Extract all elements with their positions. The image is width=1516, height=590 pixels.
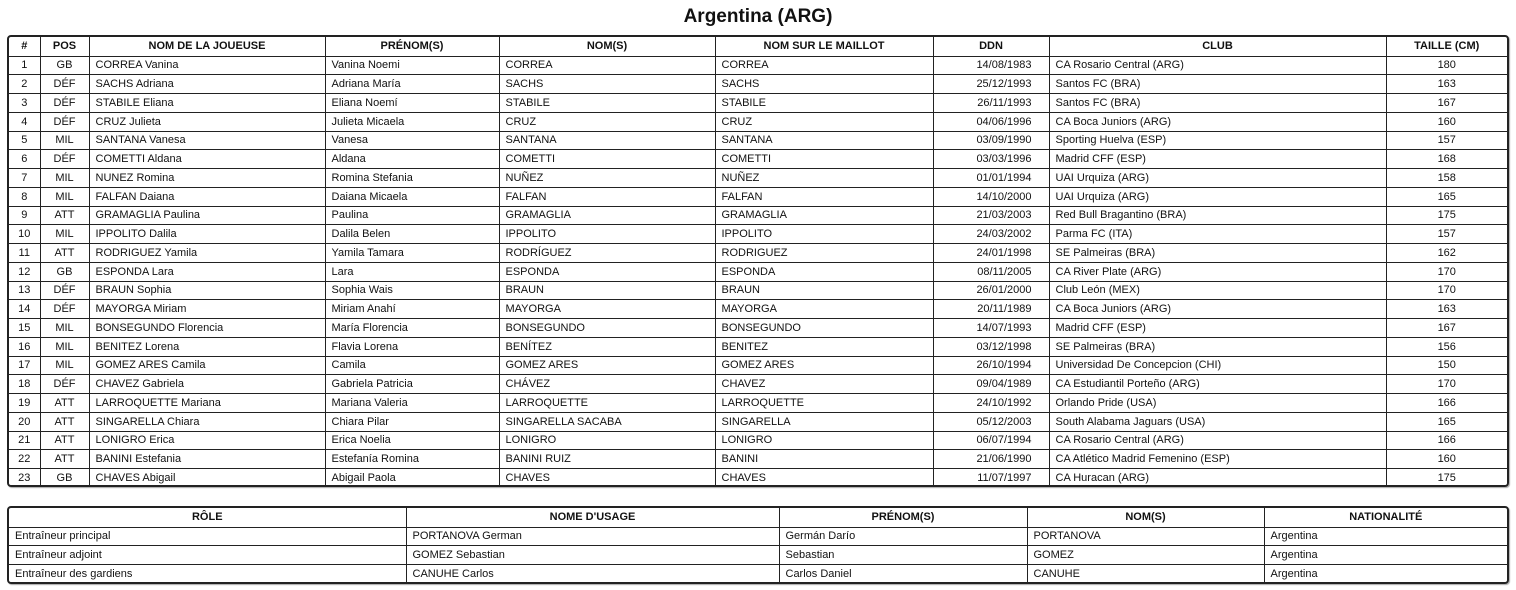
header-shirt-name: NOM SUR LE MAILLOT [715, 37, 933, 56]
player-row [9, 450, 1507, 469]
player-position: MIL [40, 337, 89, 356]
player-club: Red Bull Bragantino (BRA) [1049, 206, 1386, 225]
player-height: 150 [1386, 356, 1507, 375]
player-name: BANINI Estefania [89, 450, 325, 469]
player-height: 166 [1386, 394, 1507, 413]
player-dob: 05/12/2003 [933, 412, 1049, 431]
player-name: CRUZ Julieta [89, 112, 325, 131]
player-club: CA Rosario Central (ARG) [1049, 431, 1386, 450]
player-shirt-name: BRAUN [715, 281, 933, 300]
staff-usage-name: PORTANOVA German [406, 527, 779, 546]
player-name: MAYORGA Miriam [89, 300, 325, 319]
player-last-names: BENÍTEZ [499, 337, 715, 356]
player-height: 168 [1386, 150, 1507, 169]
player-first-names: Eliana Noemí [325, 94, 499, 113]
staff-row [9, 564, 1507, 583]
player-row [9, 262, 1507, 281]
player-height: 167 [1386, 94, 1507, 113]
player-club: CA Atlético Madrid Femenino (ESP) [1049, 450, 1386, 469]
player-position: DÉF [40, 75, 89, 94]
player-dob: 25/12/1993 [933, 75, 1049, 94]
player-number: 12 [9, 262, 40, 281]
player-number: 22 [9, 450, 40, 469]
header-nationality: NATIONALITÉ [1264, 508, 1507, 527]
player-position: ATT [40, 206, 89, 225]
player-name: SINGARELLA Chiara [89, 412, 325, 431]
player-last-names: LONIGRO [499, 431, 715, 450]
player-name: GRAMAGLIA Paulina [89, 206, 325, 225]
player-last-names: CHÁVEZ [499, 375, 715, 394]
staff-header-row [9, 508, 1507, 527]
player-position: DÉF [40, 112, 89, 131]
players-header-row [9, 37, 1507, 56]
player-first-names: Lara [325, 262, 499, 281]
player-row [9, 150, 1507, 169]
player-first-names: Yamila Tamara [325, 244, 499, 263]
player-last-names: CRUZ [499, 112, 715, 131]
player-position: DÉF [40, 300, 89, 319]
player-row [9, 375, 1507, 394]
player-shirt-name: GRAMAGLIA [715, 206, 933, 225]
player-dob: 01/01/1994 [933, 169, 1049, 188]
player-row [9, 337, 1507, 356]
player-height: 170 [1386, 262, 1507, 281]
player-club: CA Boca Juniors (ARG) [1049, 300, 1386, 319]
player-number: 11 [9, 244, 40, 263]
player-position: DÉF [40, 150, 89, 169]
player-number: 3 [9, 94, 40, 113]
player-shirt-name: ESPONDA [715, 262, 933, 281]
player-club: Universidad De Concepcion (CHI) [1049, 356, 1386, 375]
player-shirt-name: RODRIGUEZ [715, 244, 933, 263]
player-club: Club León (MEX) [1049, 281, 1386, 300]
header-dob: DDN [933, 37, 1049, 56]
header-usage-name: NOME D'USAGE [406, 508, 779, 527]
player-club: Madrid CFF (ESP) [1049, 319, 1386, 338]
player-position: ATT [40, 431, 89, 450]
player-number: 19 [9, 394, 40, 413]
header-club: CLUB [1049, 37, 1386, 56]
header-number: # [9, 37, 40, 56]
player-height: 160 [1386, 450, 1507, 469]
player-last-names: MAYORGA [499, 300, 715, 319]
player-shirt-name: FALFAN [715, 187, 933, 206]
player-name: SACHS Adriana [89, 75, 325, 94]
players-table [9, 37, 1507, 487]
player-last-names: RODRÍGUEZ [499, 244, 715, 263]
player-row [9, 394, 1507, 413]
player-number: 5 [9, 131, 40, 150]
player-shirt-name: GOMEZ ARES [715, 356, 933, 375]
player-dob: 14/08/1983 [933, 56, 1049, 75]
header-staff-first-names: PRÉNOM(S) [779, 508, 1027, 527]
player-row [9, 169, 1507, 188]
header-player-name: NOM DE LA JOUEUSE [89, 37, 325, 56]
player-dob: 11/07/1997 [933, 469, 1049, 488]
player-row [9, 356, 1507, 375]
player-shirt-name: SANTANA [715, 131, 933, 150]
player-number: 13 [9, 281, 40, 300]
player-height: 165 [1386, 412, 1507, 431]
player-shirt-name: COMETTI [715, 150, 933, 169]
player-first-names: Erica Noelia [325, 431, 499, 450]
player-last-names: SACHS [499, 75, 715, 94]
player-number: 10 [9, 225, 40, 244]
player-shirt-name: BANINI [715, 450, 933, 469]
player-first-names: Abigail Paola [325, 469, 499, 488]
player-dob: 24/03/2002 [933, 225, 1049, 244]
player-position: ATT [40, 244, 89, 263]
player-height: 157 [1386, 225, 1507, 244]
player-first-names: Romina Stefania [325, 169, 499, 188]
player-name: GOMEZ ARES Camila [89, 356, 325, 375]
player-shirt-name: SINGARELLA [715, 412, 933, 431]
player-first-names: Camila [325, 356, 499, 375]
player-shirt-name: LARROQUETTE [715, 394, 933, 413]
player-height: 166 [1386, 431, 1507, 450]
staff-nationality: Argentina [1264, 527, 1507, 546]
staff-row [9, 527, 1507, 546]
player-position: ATT [40, 412, 89, 431]
player-club: Santos FC (BRA) [1049, 94, 1386, 113]
player-dob: 04/06/1996 [933, 112, 1049, 131]
player-name: BENITEZ Lorena [89, 337, 325, 356]
player-shirt-name: BENITEZ [715, 337, 933, 356]
player-name: SANTANA Vanesa [89, 131, 325, 150]
player-height: 175 [1386, 469, 1507, 488]
player-shirt-name: STABILE [715, 94, 933, 113]
player-position: DÉF [40, 375, 89, 394]
player-height: 170 [1386, 281, 1507, 300]
player-number: 20 [9, 412, 40, 431]
player-first-names: Miriam Anahí [325, 300, 499, 319]
player-number: 21 [9, 431, 40, 450]
player-number: 16 [9, 337, 40, 356]
player-row [9, 225, 1507, 244]
player-first-names: María Florencia [325, 319, 499, 338]
header-first-names: PRÉNOM(S) [325, 37, 499, 56]
player-position: GB [40, 469, 89, 488]
player-shirt-name: MAYORGA [715, 300, 933, 319]
player-height: 165 [1386, 187, 1507, 206]
player-height: 160 [1386, 112, 1507, 131]
player-row [9, 206, 1507, 225]
staff-table-container [7, 506, 1509, 584]
player-club: CA Rosario Central (ARG) [1049, 56, 1386, 75]
player-row [9, 281, 1507, 300]
staff-role: Entraîneur principal [9, 527, 406, 546]
staff-usage-name: GOMEZ Sebastian [406, 546, 779, 565]
staff-first-names: Carlos Daniel [779, 564, 1027, 583]
staff-last-names: GOMEZ [1027, 546, 1264, 565]
player-height: 167 [1386, 319, 1507, 338]
player-club: Madrid CFF (ESP) [1049, 150, 1386, 169]
player-first-names: Gabriela Patricia [325, 375, 499, 394]
player-last-names: NUÑEZ [499, 169, 715, 188]
staff-last-names: PORTANOVA [1027, 527, 1264, 546]
player-last-names: COMETTI [499, 150, 715, 169]
player-first-names: Vanina Noemi [325, 56, 499, 75]
player-row [9, 244, 1507, 263]
player-number: 2 [9, 75, 40, 94]
staff-role: Entraîneur des gardiens [9, 564, 406, 583]
player-name: STABILE Eliana [89, 94, 325, 113]
player-row [9, 319, 1507, 338]
player-last-names: GRAMAGLIA [499, 206, 715, 225]
page-title: Argentina (ARG) [683, 6, 833, 27]
player-last-names: LARROQUETTE [499, 394, 715, 413]
player-club: CA River Plate (ARG) [1049, 262, 1386, 281]
player-last-names: ESPONDA [499, 262, 715, 281]
player-height: 163 [1386, 75, 1507, 94]
player-row [9, 94, 1507, 113]
staff-first-names: Sebastian [779, 546, 1027, 565]
players-table-container [7, 35, 1509, 487]
player-height: 180 [1386, 56, 1507, 75]
player-name: BRAUN Sophia [89, 281, 325, 300]
staff-row [9, 546, 1507, 565]
player-club: Parma FC (ITA) [1049, 225, 1386, 244]
player-shirt-name: CRUZ [715, 112, 933, 131]
player-position: ATT [40, 450, 89, 469]
player-club: Santos FC (BRA) [1049, 75, 1386, 94]
player-number: 6 [9, 150, 40, 169]
player-row [9, 112, 1507, 131]
header-staff-last-names: NOM(S) [1027, 508, 1264, 527]
player-name: COMETTI Aldana [89, 150, 325, 169]
player-first-names: Aldana [325, 150, 499, 169]
player-last-names: IPPOLITO [499, 225, 715, 244]
player-dob: 20/11/1989 [933, 300, 1049, 319]
player-first-names: Julieta Micaela [325, 112, 499, 131]
player-name: RODRIGUEZ Yamila [89, 244, 325, 263]
player-club: Orlando Pride (USA) [1049, 394, 1386, 413]
player-position: ATT [40, 394, 89, 413]
player-number: 17 [9, 356, 40, 375]
player-shirt-name: LONIGRO [715, 431, 933, 450]
player-name: FALFAN Daiana [89, 187, 325, 206]
player-last-names: GOMEZ ARES [499, 356, 715, 375]
player-first-names: Paulina [325, 206, 499, 225]
player-last-names: STABILE [499, 94, 715, 113]
player-shirt-name: CORREA [715, 56, 933, 75]
staff-usage-name: CANUHE Carlos [406, 564, 779, 583]
player-position: MIL [40, 225, 89, 244]
player-number: 23 [9, 469, 40, 488]
player-position: MIL [40, 356, 89, 375]
player-position: MIL [40, 187, 89, 206]
player-number: 1 [9, 56, 40, 75]
player-dob: 24/10/1992 [933, 394, 1049, 413]
player-number: 4 [9, 112, 40, 131]
player-dob: 26/01/2000 [933, 281, 1049, 300]
player-club: Sporting Huelva (ESP) [1049, 131, 1386, 150]
player-first-names: Chiara Pilar [325, 412, 499, 431]
player-height: 175 [1386, 206, 1507, 225]
player-dob: 21/06/1990 [933, 450, 1049, 469]
player-shirt-name: CHAVEZ [715, 375, 933, 394]
player-name: IPPOLITO Dalila [89, 225, 325, 244]
player-dob: 14/10/2000 [933, 187, 1049, 206]
player-position: MIL [40, 131, 89, 150]
player-name: LONIGRO Erica [89, 431, 325, 450]
staff-nationality: Argentina [1264, 564, 1507, 583]
player-last-names: BRAUN [499, 281, 715, 300]
player-last-names: SINGARELLA SACABA [499, 412, 715, 431]
player-first-names: Mariana Valeria [325, 394, 499, 413]
player-dob: 26/10/1994 [933, 356, 1049, 375]
player-dob: 26/11/1993 [933, 94, 1049, 113]
player-name: ESPONDA Lara [89, 262, 325, 281]
player-last-names: BONSEGUNDO [499, 319, 715, 338]
player-shirt-name: CHAVES [715, 469, 933, 488]
player-first-names: Estefanía Romina [325, 450, 499, 469]
player-height: 157 [1386, 131, 1507, 150]
player-name: NUNEZ Romina [89, 169, 325, 188]
player-last-names: CORREA [499, 56, 715, 75]
player-number: 8 [9, 187, 40, 206]
player-row [9, 431, 1507, 450]
player-last-names: FALFAN [499, 187, 715, 206]
player-club: SE Palmeiras (BRA) [1049, 337, 1386, 356]
header-position: POS [40, 37, 89, 56]
player-position: MIL [40, 169, 89, 188]
player-dob: 08/11/2005 [933, 262, 1049, 281]
player-name: CHAVES Abigail [89, 469, 325, 488]
player-first-names: Daiana Micaela [325, 187, 499, 206]
player-name: LARROQUETTE Mariana [89, 394, 325, 413]
player-dob: 03/03/1996 [933, 150, 1049, 169]
header-last-names: NOM(S) [499, 37, 715, 56]
player-height: 163 [1386, 300, 1507, 319]
header-role: RÔLE [9, 508, 406, 527]
player-club: UAI Urquiza (ARG) [1049, 169, 1386, 188]
player-row [9, 187, 1507, 206]
player-row [9, 56, 1507, 75]
player-position: GB [40, 56, 89, 75]
staff-nationality: Argentina [1264, 546, 1507, 565]
player-last-names: BANINI RUIZ [499, 450, 715, 469]
player-dob: 24/01/1998 [933, 244, 1049, 263]
staff-last-names: CANUHE [1027, 564, 1264, 583]
player-club: South Alabama Jaguars (USA) [1049, 412, 1386, 431]
player-row [9, 300, 1507, 319]
player-height: 162 [1386, 244, 1507, 263]
player-shirt-name: SACHS [715, 75, 933, 94]
header-height: TAILLE (CM) [1386, 37, 1507, 56]
player-height: 170 [1386, 375, 1507, 394]
player-shirt-name: IPPOLITO [715, 225, 933, 244]
player-dob: 03/12/1998 [933, 337, 1049, 356]
player-name: CORREA Vanina [89, 56, 325, 75]
staff-first-names: Germán Darío [779, 527, 1027, 546]
player-dob: 21/03/2003 [933, 206, 1049, 225]
player-position: DÉF [40, 94, 89, 113]
player-dob: 06/07/1994 [933, 431, 1049, 450]
player-number: 14 [9, 300, 40, 319]
player-name: CHAVEZ Gabriela [89, 375, 325, 394]
player-first-names: Adriana María [325, 75, 499, 94]
player-number: 7 [9, 169, 40, 188]
player-club: CA Huracan (ARG) [1049, 469, 1386, 488]
player-position: MIL [40, 319, 89, 338]
player-last-names: SANTANA [499, 131, 715, 150]
player-first-names: Flavia Lorena [325, 337, 499, 356]
staff-role: Entraîneur adjoint [9, 546, 406, 565]
player-first-names: Vanesa [325, 131, 499, 150]
player-first-names: Dalila Belen [325, 225, 499, 244]
player-club: SE Palmeiras (BRA) [1049, 244, 1386, 263]
player-dob: 09/04/1989 [933, 375, 1049, 394]
player-club: UAI Urquiza (ARG) [1049, 187, 1386, 206]
player-club: CA Estudiantil Porteño (ARG) [1049, 375, 1386, 394]
player-number: 18 [9, 375, 40, 394]
staff-table [9, 508, 1507, 583]
player-row [9, 412, 1507, 431]
player-club: CA Boca Juniors (ARG) [1049, 112, 1386, 131]
player-number: 9 [9, 206, 40, 225]
player-last-names: CHAVES [499, 469, 715, 488]
player-row [9, 75, 1507, 94]
player-row [9, 469, 1507, 488]
player-height: 158 [1386, 169, 1507, 188]
player-dob: 03/09/1990 [933, 131, 1049, 150]
player-dob: 14/07/1993 [933, 319, 1049, 338]
player-position: DÉF [40, 281, 89, 300]
player-height: 156 [1386, 337, 1507, 356]
player-name: BONSEGUNDO Florencia [89, 319, 325, 338]
player-row [9, 131, 1507, 150]
player-number: 15 [9, 319, 40, 338]
player-position: GB [40, 262, 89, 281]
player-shirt-name: BONSEGUNDO [715, 319, 933, 338]
player-shirt-name: NUÑEZ [715, 169, 933, 188]
player-first-names: Sophia Wais [325, 281, 499, 300]
